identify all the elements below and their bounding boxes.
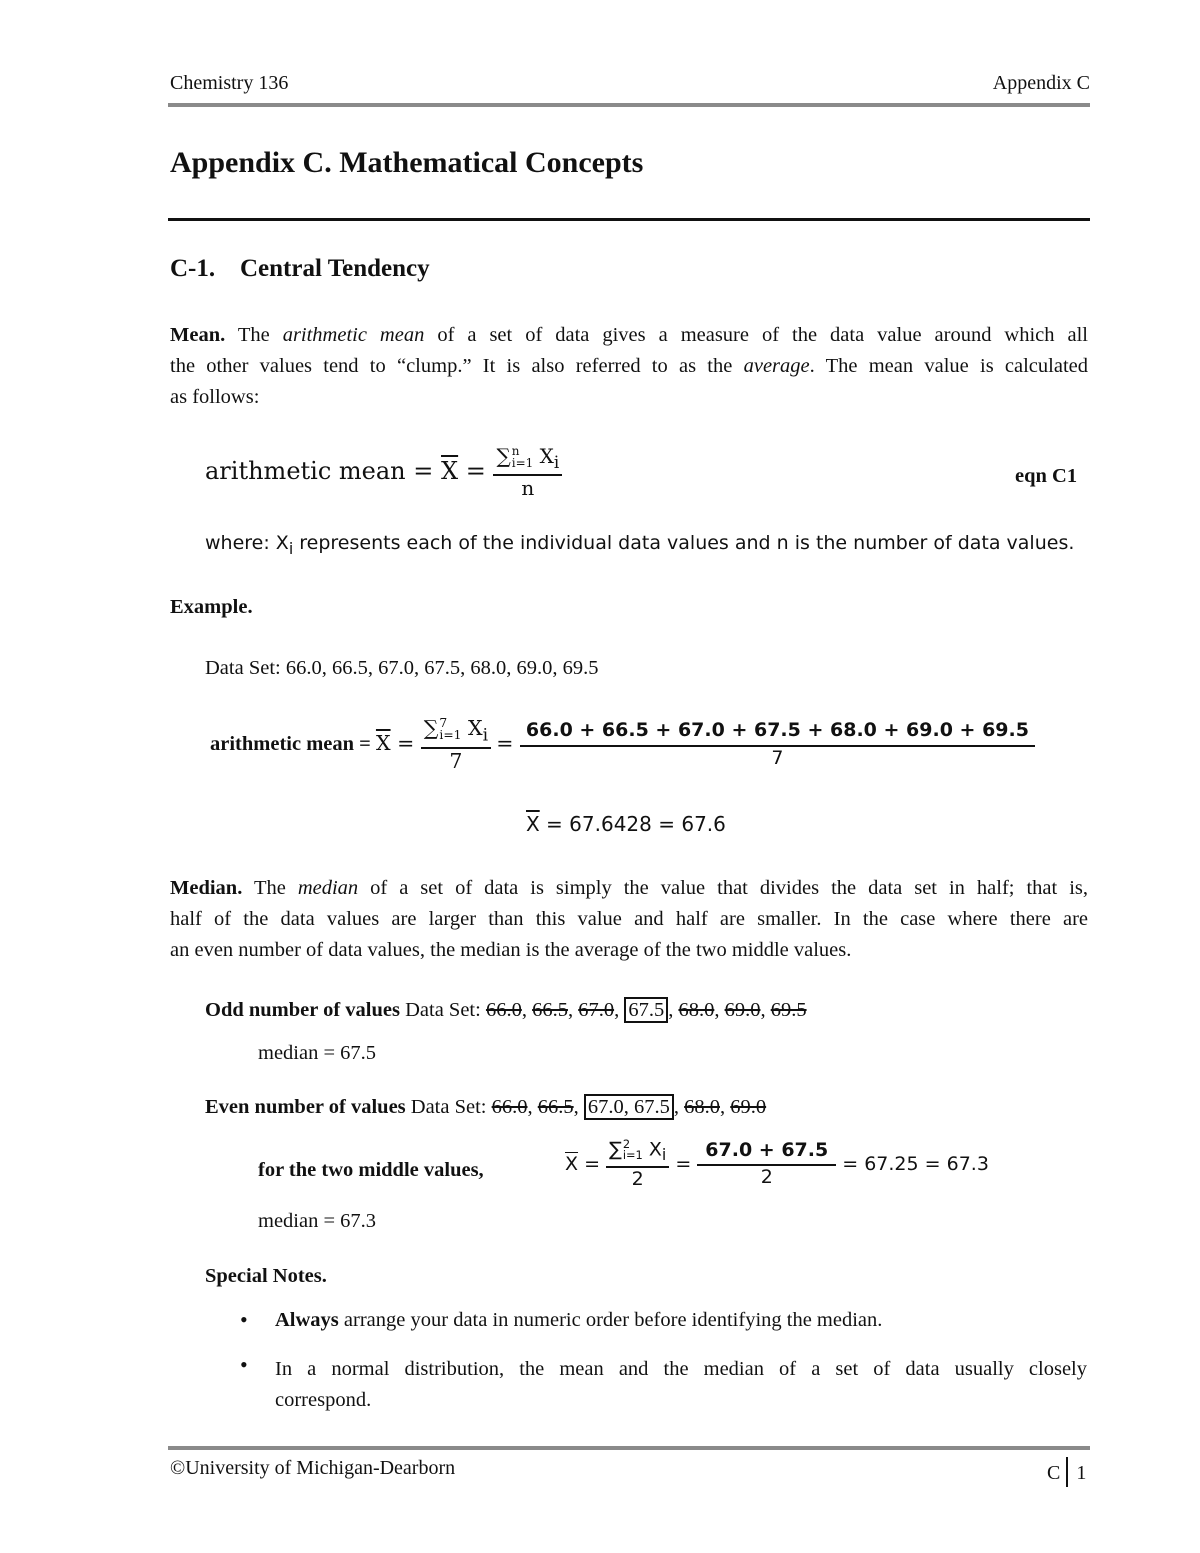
median-term: median — [297, 877, 359, 899]
page-title: Appendix C. Mathematical Concepts — [170, 146, 644, 179]
sum-lower: i=1 — [511, 455, 534, 470]
header-course: Chemistry 136 — [170, 72, 289, 94]
sum-sub: i — [661, 1145, 667, 1165]
sum-term: X — [642, 1138, 662, 1161]
fraction-denominator: 7 — [449, 749, 463, 774]
footer-copyright: ©University of Michigan-Dearborn — [170, 1457, 456, 1479]
fraction-denominator: 2 — [760, 1165, 773, 1188]
sum-fraction — [606, 1139, 669, 1190]
fraction-denominator: 2 — [631, 1167, 644, 1190]
middle-values-label: for the two middle values, — [258, 1159, 484, 1181]
dataset-prefix: Data Set: — [405, 1096, 492, 1118]
median-value-box: 67.5 — [624, 997, 668, 1023]
equation-c1 — [205, 446, 562, 499]
note-1 — [275, 1309, 882, 1332]
footer-page: 1 — [1076, 1462, 1087, 1484]
note-text: In a normal distribution, the mean and the median of a set of data usually closely — [275, 1358, 1087, 1380]
x-bar: $\overline{X}$ — [441, 456, 459, 485]
sum-symbol: ∑ — [496, 444, 511, 468]
section-title: Central Tendency — [240, 255, 430, 282]
sum-symbol: ∑ — [609, 1138, 622, 1161]
eq-lhs: arithmetic mean = — [205, 456, 442, 485]
sum-lower: i=1 — [439, 727, 462, 742]
sum-upper: 7 — [439, 716, 448, 730]
footer-divider — [1066, 1457, 1068, 1487]
median-label: Median. — [170, 877, 243, 899]
where-sub: i — [288, 538, 294, 558]
median-text: an even number of data values, the median is the average of the two middle values. — [170, 939, 852, 961]
where-prefix: where: X — [205, 532, 289, 554]
dataset-prefix: Data Set: — [399, 999, 486, 1021]
sum-upper: n — [511, 444, 520, 459]
crossed-value: 67.0 — [578, 999, 615, 1021]
x-bar: $\overline{X}$ — [526, 812, 540, 836]
odd-dataset: Odd number of values Data Set: 66.0, 66.5, 67.0, 67.5 , 68.0, 69.0, 69.5 — [205, 999, 807, 1021]
sum-values-fraction — [520, 721, 1035, 769]
odd-label: Odd number of values — [205, 999, 400, 1021]
fraction-denominator: 7 — [771, 747, 784, 770]
mean-paragraph — [170, 320, 1088, 413]
where-text: represents each of the individual data values and n is the number of data values. — [293, 532, 1075, 554]
title-rule — [168, 218, 1090, 221]
sum-term: X — [461, 716, 483, 741]
median-text: of a set of data is simply the value that divides the data set in half; that is, — [358, 877, 1088, 899]
mean-text: as follows: — [170, 386, 260, 408]
section-number: C-1. — [170, 255, 216, 282]
sum-symbol: ∑ — [423, 716, 439, 741]
note-text: correspond. — [275, 1389, 372, 1411]
example-label: Example. — [170, 596, 253, 618]
even-label: Even number of values — [205, 1096, 406, 1118]
odd-median: median = 67.5 — [258, 1042, 377, 1064]
where-line — [205, 532, 1074, 558]
middle-values-box: 67.0, 67.5 — [584, 1094, 674, 1120]
footer-rule — [168, 1446, 1090, 1450]
x-bar: $\overline{X}$ — [565, 1152, 579, 1175]
crossed-value: 66.5 — [537, 1096, 574, 1118]
eq-sign: = — [390, 731, 421, 756]
running-header — [170, 72, 1090, 95]
footer-appendix-letter: C — [1047, 1462, 1061, 1484]
footer-page-number — [1047, 1457, 1086, 1487]
eq-sign: = — [675, 1152, 698, 1175]
eq-sign: = — [578, 1152, 607, 1175]
note-2 — [275, 1354, 1087, 1416]
median-paragraph — [170, 873, 1088, 966]
sum-lower: i=1 — [622, 1147, 643, 1162]
header-rule — [168, 103, 1090, 107]
mean-text: of a set of data gives a measure of the data value around which all — [424, 324, 1088, 346]
result-value: = 67.25 = 67.3 — [842, 1152, 989, 1175]
special-notes-label: Special Notes. — [205, 1265, 327, 1287]
even-equation — [565, 1139, 989, 1190]
note-emphasis: Always — [275, 1309, 339, 1331]
sum-fraction — [421, 718, 491, 773]
mean-text: . The mean value is calculated — [809, 355, 1088, 377]
bullet-dot: • — [240, 1307, 248, 1332]
mean-fraction — [493, 446, 562, 499]
bullet-dot: • — [240, 1352, 248, 1377]
crossed-value: 66.5 — [532, 999, 568, 1021]
result-value: = 67.6428 = 67.6 — [539, 812, 726, 836]
eq-lhs: arithmetic mean = — [210, 733, 376, 756]
crossed-value: 68.0 — [678, 999, 715, 1021]
fraction-denominator: n — [521, 475, 535, 500]
section-heading — [170, 255, 430, 283]
even-dataset: Even number of values Data Set: 66.0, 66.5, 67.0, 67.5 , 68.0, 69.0 — [205, 1096, 767, 1118]
fraction-numerator: 66.0 + 66.5 + 67.0 + 67.5 + 68.0 + 69.0 + 69.5 — [520, 721, 1035, 747]
crossed-value: 69.0 — [724, 999, 761, 1021]
crossed-value: 66.0 — [491, 1096, 528, 1118]
crossed-value: 69.0 — [730, 1096, 767, 1118]
example-equation — [210, 718, 1035, 773]
x-bar: $\overline{X}$ — [375, 731, 391, 756]
fraction-numerator: 67.0 + 67.5 — [697, 1141, 836, 1166]
mean-term: arithmetic mean — [282, 324, 425, 346]
crossed-value: 68.0 — [684, 1096, 720, 1118]
crossed-value: 69.5 — [770, 999, 807, 1021]
median-text: half of the data values are larger than this value and half are smaller. In the case where there are — [170, 908, 1088, 930]
example-dataset: Data Set: 66.0, 66.5, 67.0, 67.5, 68.0, 69.0, 69.5 — [205, 657, 599, 679]
mean-result — [526, 812, 726, 836]
sum-upper: 2 — [622, 1137, 631, 1151]
eq-sign: = — [496, 731, 520, 756]
mean-label: Mean. — [170, 324, 226, 346]
median-text: The — [242, 877, 298, 899]
sum-sub: i — [482, 725, 489, 746]
mean-text: The — [225, 324, 283, 346]
eq-sign: = — [458, 456, 494, 485]
note-text: arrange your data in numeric order before identifying the median. — [338, 1309, 883, 1331]
sum-sub: i — [553, 453, 560, 472]
sum-term: X — [533, 444, 554, 468]
equation-label: eqn C1 — [1015, 465, 1078, 487]
header-appendix: Appendix C — [992, 72, 1090, 94]
crossed-value: 66.0 — [485, 999, 522, 1021]
middle-sum-fraction — [697, 1138, 836, 1188]
average-term: average — [743, 355, 810, 377]
mean-text: the other values tend to “clump.” It is also referred to as the — [170, 355, 744, 377]
even-median: median = 67.3 — [258, 1210, 377, 1232]
